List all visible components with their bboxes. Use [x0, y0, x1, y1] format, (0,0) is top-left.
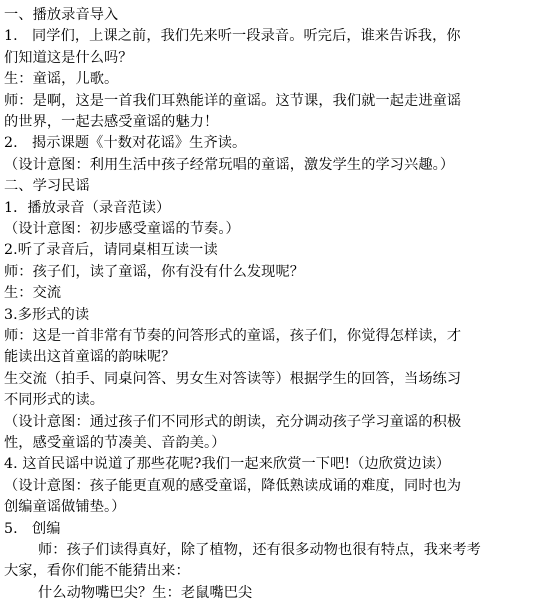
- text-line: 2.听了录音后，请同桌相互读一读: [4, 242, 218, 259]
- text-line: 师：是啊，这是一首我们耳熟能详的童谣。这节课，我们就一起走进童谣: [4, 92, 462, 109]
- design-intent-line: （设计意图：利用生活中孩子经常玩唱的童谣，激发学生的学习兴趣。）: [4, 156, 455, 173]
- text-line: 生：交流: [4, 285, 62, 302]
- design-intent-line: 创编童谣做铺垫。）: [4, 499, 126, 516]
- text-line: 3.多形式的读: [4, 306, 90, 323]
- text-line: 们知道这是什么吗？: [4, 49, 133, 66]
- design-intent-line: （设计意图：孩子能更直观的感受童谣，降低熟读成诵的难度，同时也为: [4, 477, 462, 494]
- text-line: 师：孩子们读得真好，除了植物，还有很多动物也很有特点，我来考考: [38, 542, 481, 558]
- text-line: 4. 这首民谣中说道了那些花呢?我们一起来欣赏一下吧!（边欣赏边读）: [4, 456, 451, 473]
- text-line: 师：孩子们，读了童谣，你有没有什么发现呢？: [4, 263, 305, 280]
- section-heading-1: 一、播放录音导入: [4, 7, 119, 23]
- design-intent-line: 性，感受童谣的节凑美、音韵美。）: [4, 435, 226, 451]
- text-line: 1. 同学们，上课之前，我们先来听一段录音。听完后，谁来告诉我，你: [4, 28, 461, 45]
- text-line: 2. 揭示课题《十数对花谣》生齐读。: [4, 135, 247, 152]
- section-heading-2: 二、学习民谣: [4, 178, 90, 195]
- text-line: 生：童谣，儿歌。: [4, 71, 119, 88]
- text-line: 师：这是一首非常有节奏的问答形式的童谣，孩子们，你觉得怎样读，才: [4, 328, 462, 344]
- text-line: 5. 创编: [4, 520, 61, 537]
- text-line: 大家，看你们能不能猜出来：: [4, 563, 190, 580]
- text-line: 什么动物嘴巴尖？生：老鼠嘴巴尖: [38, 584, 253, 601]
- text-line: 的世界，一起去感受童谣的魅力！: [4, 114, 219, 130]
- text-line: 1．播放录音（录音范读）: [4, 199, 171, 216]
- design-intent-line: （设计意图：通过孩子们不同形式的朗读，充分调动孩子学习童谣的积极: [4, 413, 462, 430]
- text-line: 生交流（拍手、同桌问答、男女生对答读等）根据学生的回答，当场练习: [4, 370, 462, 387]
- text-line: 能读出这首童谣的韵味呢？: [4, 349, 176, 366]
- text-line: 不同形式的读。: [4, 392, 105, 409]
- design-intent-line: （设计意图：初步感受童谣的节奏。）: [4, 221, 240, 237]
